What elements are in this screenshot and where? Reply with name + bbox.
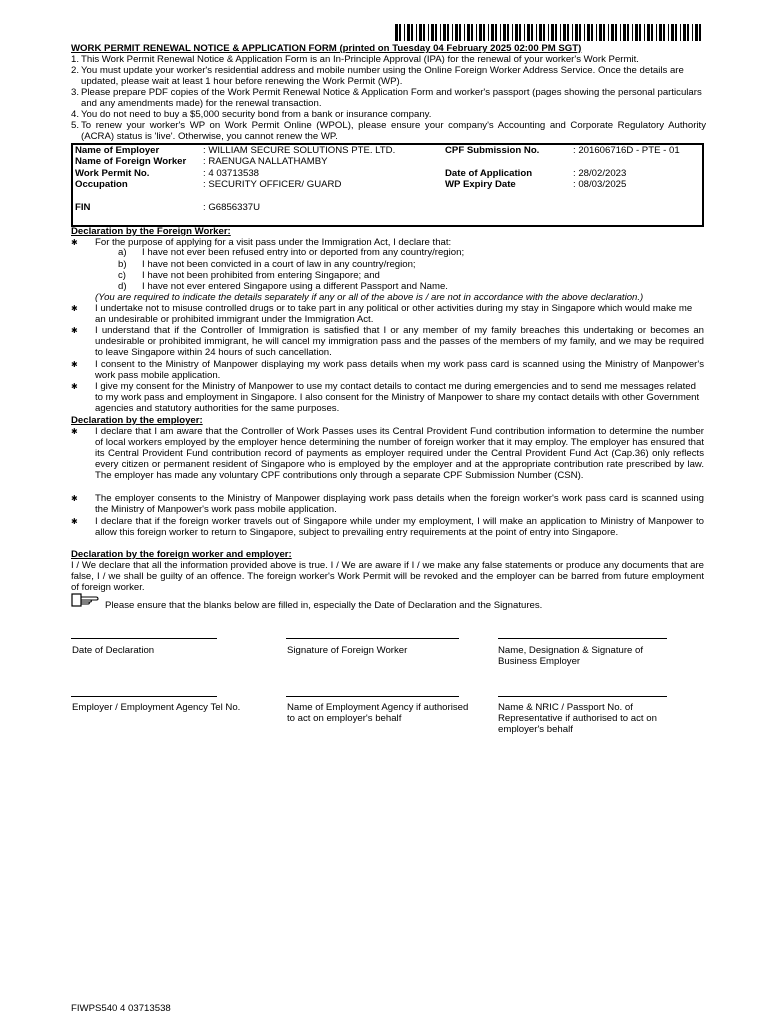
- worker-name-label: Name of Foreign Worker: [75, 156, 187, 167]
- barcode-bar: [539, 24, 542, 41]
- note-item: 5. To renew your worker's WP on Work Permit Online (WPOL), please ensure your company's Accounting and Corporate Regulatory Authority (ACRA) status is 'live'. Otherwise, you cannot renew the WP.: [71, 120, 706, 142]
- barcode-bar: [687, 24, 689, 41]
- note-item: 4. You do not need to buy a $5,000 security bond from a bank or insurance company.: [71, 109, 432, 120]
- occupation-value: : SECURITY OFFICER/ GUARD: [203, 179, 342, 190]
- bullet-icon: ✱: [71, 238, 78, 247]
- barcode-bar: [404, 24, 405, 41]
- bullet-icon: ✱: [71, 494, 78, 503]
- application-date-label: Date of Application: [445, 168, 533, 179]
- barcode-bar: [620, 24, 621, 41]
- barcode-bar: [543, 24, 545, 41]
- barcode-bar: [467, 24, 470, 41]
- reminder-text: Please ensure that the blanks below are filled in, especially the Date of Declaration and the Signatures.: [105, 600, 543, 611]
- barcode-bar: [591, 24, 593, 41]
- barcode-bar: [507, 24, 509, 41]
- employer-signature-line[interactable]: [498, 638, 667, 639]
- worker-signature-label: Signature of Foreign Worker: [287, 645, 408, 656]
- declaration-subitem: b) I have not been convicted in a court of law in any country/region;: [118, 259, 416, 270]
- barcode-bar: [531, 24, 533, 41]
- barcode-bar: [692, 24, 693, 41]
- barcode-bar: [536, 24, 537, 41]
- barcode-bar: [431, 24, 434, 41]
- bullet-icon: ✱: [71, 326, 78, 335]
- barcode-bar: [527, 24, 530, 41]
- employer-declaration-bullet: ✱ The employer consents to the Ministry of Manpower displaying work pass details when the foreign worker's work pass card is scanned using the Ministry of Manpower's work pass mobile application.: [71, 493, 704, 515]
- barcode-bar: [416, 24, 417, 41]
- date-of-declaration-label: Date of Declaration: [72, 645, 155, 656]
- barcode-bar: [551, 24, 554, 41]
- barcode-bar: [411, 24, 413, 41]
- pointing-hand-icon: [71, 593, 99, 607]
- barcode-bar: [699, 24, 701, 41]
- barcode-bar: [675, 24, 677, 41]
- cpf-label: CPF Submission No.: [445, 145, 540, 156]
- barcode-bar: [519, 24, 521, 41]
- barcode-bar: [515, 24, 518, 41]
- barcode-bar: [447, 24, 449, 41]
- occupation-label: Occupation: [75, 179, 128, 190]
- worker-signature-line[interactable]: [286, 638, 459, 639]
- wp-number-label: Work Permit No.: [75, 168, 150, 179]
- barcode-bar: [491, 24, 494, 41]
- barcode-bar: [471, 24, 473, 41]
- barcode-bar: [455, 24, 458, 41]
- barcode-bar: [435, 24, 437, 41]
- expiry-date-value: : 08/03/2025: [573, 179, 627, 190]
- barcode-bar: [663, 24, 665, 41]
- barcode-bar: [695, 24, 698, 41]
- employer-declaration-heading: Declaration by the employer:: [71, 415, 203, 426]
- declaration-note: (You are required to indicate the details separately if any or all of the above is / are not in accordance with the above declaration.): [95, 292, 644, 303]
- barcode-bar: [632, 24, 633, 41]
- barcode-bar: [495, 24, 497, 41]
- barcode-bar: [572, 24, 573, 41]
- worker-name-value: : RAENUGA NALLATHAMBY: [203, 156, 328, 167]
- barcode-bar: [476, 24, 477, 41]
- barcode-bar: [563, 24, 566, 41]
- bullet-icon: ✱: [71, 427, 78, 436]
- barcode-bar: [483, 24, 485, 41]
- representative-label: Name & NRIC / Passport No. of Representative if authorised to act on employer's behalf: [498, 702, 657, 735]
- form-title: WORK PERMIT RENEWAL NOTICE & APPLICATION FORM (printed on Tuesday 04 February 2025 02:00 PM SGT): [71, 43, 582, 54]
- fin-label: FIN: [75, 202, 91, 213]
- barcode-bar: [512, 24, 513, 41]
- barcode-bar: [503, 24, 506, 41]
- barcode-bar: [399, 24, 401, 41]
- barcode-bar: [584, 24, 585, 41]
- barcode-bar: [407, 24, 410, 41]
- bullet-icon: ✱: [71, 517, 78, 526]
- worker-declaration-bullet: ✱ I give my consent for the Ministry of Manpower to use my contact details to contact me during emergencies and to send me messages related to my work pass and employment in Singapore. I also consent for the Ministry of Manpower to share my contact details with other Government agencies and statutory authorities for the same purposes.: [71, 381, 700, 414]
- barcode-bar: [555, 24, 557, 41]
- fin-value: : G6856337U: [203, 202, 261, 213]
- barcode-bar: [567, 24, 569, 41]
- barcode-bar: [423, 24, 425, 41]
- joint-declaration-text: I / We declare that all the information provided above is true. I / We are aware if I / we make any false statements or produce any documents that are false, I / we shall be guilty of an offence. The foreign worker's Work Permit will be revoked and the employer can be barred from future employment of foreign worker.: [71, 560, 704, 593]
- barcode-bar: [659, 24, 662, 41]
- cpf-value: : 201606716D - PTE - 01: [573, 145, 680, 156]
- notes-list: [71, 54, 706, 142]
- barcode-bar: [560, 24, 561, 41]
- barcode-bar: [428, 24, 429, 41]
- worker-declaration-heading: Declaration by the Foreign Worker:: [71, 226, 231, 237]
- barcode-bar: [587, 24, 590, 41]
- barcode-bar: [575, 24, 578, 41]
- worker-declaration-bullet: ✱ I understand that if the Controller of Immigration is satisfied that I or any member of my family breaches this undertaking or becomes an undesirable or prohibited immigrant, he will cancel my immigration pass and the passes of the members of my family, and we may be required to leave Singapore within 24 hours of such cancellation.: [71, 325, 704, 358]
- barcode-bar: [627, 24, 629, 41]
- bullet-icon: ✱: [71, 360, 78, 369]
- worker-declaration-bullet: ✱ I undertake not to misuse controlled drugs or to take part in any political or other activities during my stay in Singapore which would make me an undesirable or prohibited immigrant under the Immigration Act.: [71, 303, 693, 325]
- barcode-bar: [596, 24, 597, 41]
- barcode-bar: [500, 24, 501, 41]
- employer-signature-label: Name, Designation & Signature of Business Employer: [498, 645, 644, 667]
- tel-number-line[interactable]: [71, 696, 217, 697]
- barcode-bar: [579, 24, 581, 41]
- employer-value: : WILLIAM SECURE SOLUTIONS PTE. LTD.: [203, 145, 396, 156]
- barcode-bar: [488, 24, 489, 41]
- worker-declaration-intro: ✱ For the purpose of applying for a visit pass under the Immigration Act, I declare that:: [71, 237, 452, 248]
- barcode-bar: [623, 24, 626, 41]
- barcode-bar: [644, 24, 645, 41]
- barcode-bar: [452, 24, 453, 41]
- note-item: 1. This Work Permit Renewal Notice & Application Form is an In-Principle Approval (IPA) for the renewal of your worker's Work Permit.: [71, 54, 639, 65]
- barcode-bar: [443, 24, 446, 41]
- representative-line[interactable]: [498, 696, 667, 697]
- joint-declaration-heading: Declaration by the foreign worker and employer:: [71, 549, 292, 560]
- barcode-bar: [524, 24, 525, 41]
- barcode-bar: [395, 24, 398, 41]
- barcode-bar: [459, 24, 461, 41]
- barcode-bar: [608, 24, 609, 41]
- barcode-bar: [548, 24, 549, 41]
- application-date-value: : 28/02/2023: [573, 168, 627, 179]
- barcode-bar: [479, 24, 482, 41]
- barcode-bar: [615, 24, 617, 41]
- barcode-bar: [668, 24, 669, 41]
- barcode-bar: [656, 24, 657, 41]
- declaration-subitem: a) I have not ever been refused entry into or deported from any country/region;: [118, 247, 465, 258]
- bullet-icon: ✱: [71, 382, 78, 391]
- bullet-icon: ✱: [71, 304, 78, 313]
- tel-number-label: Employer / Employment Agency Tel No.: [72, 702, 241, 713]
- employment-agency-label: Name of Employment Agency if authorised to act on employer's behalf: [287, 702, 469, 724]
- employer-declaration-bullet: ✱ I declare that if the foreign worker travels out of Singapore while under my employment, I will make an application to Ministry of Manpower to allow this foreign worker to return to Singapore, subject to prevailing entry requirements at the point of entry into Singapore.: [71, 516, 704, 538]
- barcode-bar: [440, 24, 441, 41]
- barcode-bar: [680, 24, 681, 41]
- barcode-bar: [611, 24, 614, 41]
- barcode-bar: [603, 24, 605, 41]
- worker-declaration-bullet: ✱ I consent to the Ministry of Manpower displaying my work pass details when my work pass card is scanned using the Ministry of Manpower's work pass mobile application.: [71, 359, 704, 381]
- barcode-bar: [599, 24, 602, 41]
- footer-code: FIWPS540 4 03713538: [71, 1003, 171, 1014]
- note-item: 3. Please prepare PDF copies of the Work Permit Renewal Notice & Application Form and worker's passport (pages showing the personal particulars and any amendments made) for the renewal transaction.: [71, 87, 702, 109]
- expiry-date-label: WP Expiry Date: [445, 179, 516, 190]
- note-item: 2. You must update your worker's residential address and mobile number using the Online Foreign Worker Address Service. Once the details are updated, please wait at least 1 hour before renewing the Work Permit (WP).: [71, 65, 684, 87]
- employment-agency-line[interactable]: [286, 696, 459, 697]
- barcode-bar: [639, 24, 641, 41]
- barcode-bar: [419, 24, 422, 41]
- barcode-bar: [671, 24, 674, 41]
- employer-declaration-bullet: ✱ I declare that I am aware that the Controller of Work Passes uses its Central Provident Fund contribution information to determine the number of local workers employed by the employer hence determining the number of foreign worker that it may employ. The employer has ensured that its Central Provident Fund contribution record of payments as employer required under the Central Provident Fund Act (Cap.36) only reflects every citizen or permanent resident of Singapore who is employed by the employer and at the appropriate contribution rate prescribed by law. The employer has made any voluntary CPF contributions only through a separate CPF Submission Number (CSN).: [71, 426, 704, 481]
- barcode-bar: [683, 24, 686, 41]
- barcode-bar: [464, 24, 465, 41]
- employer-label: Name of Employer: [75, 145, 160, 156]
- date-of-declaration-line[interactable]: [71, 638, 217, 639]
- wp-number-value: : 4 03713538: [203, 168, 260, 179]
- barcode-bar: [651, 24, 653, 41]
- declaration-subitem: c) I have not been prohibited from entering Singapore; and: [118, 270, 380, 281]
- barcode-image: [395, 24, 705, 41]
- worker-info-box: [71, 143, 704, 227]
- barcode-bar: [647, 24, 650, 41]
- declaration-subitem: d) I have not ever entered Singapore using a different Passport and Name.: [118, 281, 448, 292]
- barcode-bar: [635, 24, 638, 41]
